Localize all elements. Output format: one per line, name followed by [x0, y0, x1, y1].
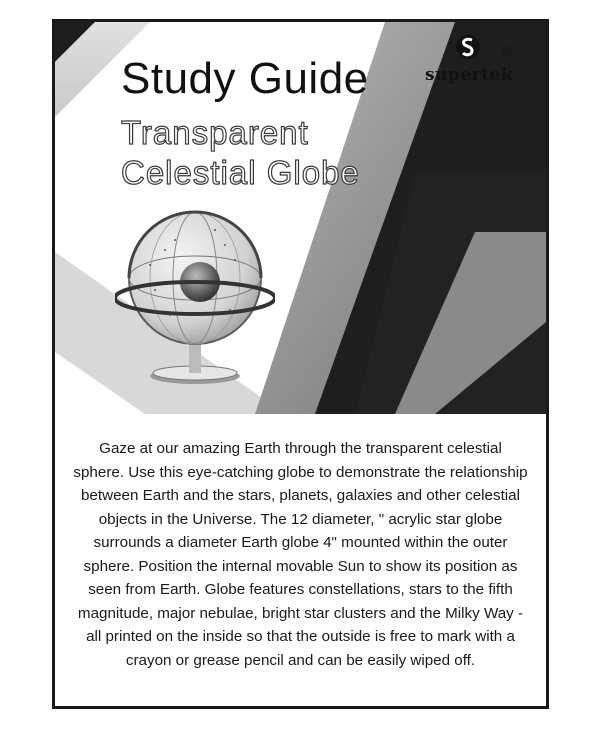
subtitle-celestial-globe: Celestial Globe [121, 154, 360, 191]
page-title: Study Guide [121, 54, 369, 103]
study-guide-page [52, 19, 549, 709]
cover-image [55, 22, 546, 414]
subtitle-transparent: Transparent [121, 114, 309, 151]
supertek-logo [425, 32, 525, 92]
brand-name: supertek [425, 65, 514, 85]
supertek-s-emblem-icon [455, 32, 481, 62]
celestial-globe-image [115, 200, 275, 385]
globe-description: Gaze at our amazing Earth through the transparent celestial sphere. Use this eye-catching globe to demonstrate the relationship between Earth and the stars, planets, galaxies and other celestial objects in the Universe. The 12 diameter, " acrylic star globe surrounds a diameter Earth globe 4" mounted within the outer sphere. Position the internal movable Sun to show its position as seen from Earth. Globe features constellations, stars to the fifth magnitude, major nebulae, bright star clusters and the Milky Way - all printed on the inside so that the outside is free to mark with a crayon or grease pencil and can be easily wiped off. [73, 440, 528, 669]
registered-mark: ® [503, 44, 513, 59]
